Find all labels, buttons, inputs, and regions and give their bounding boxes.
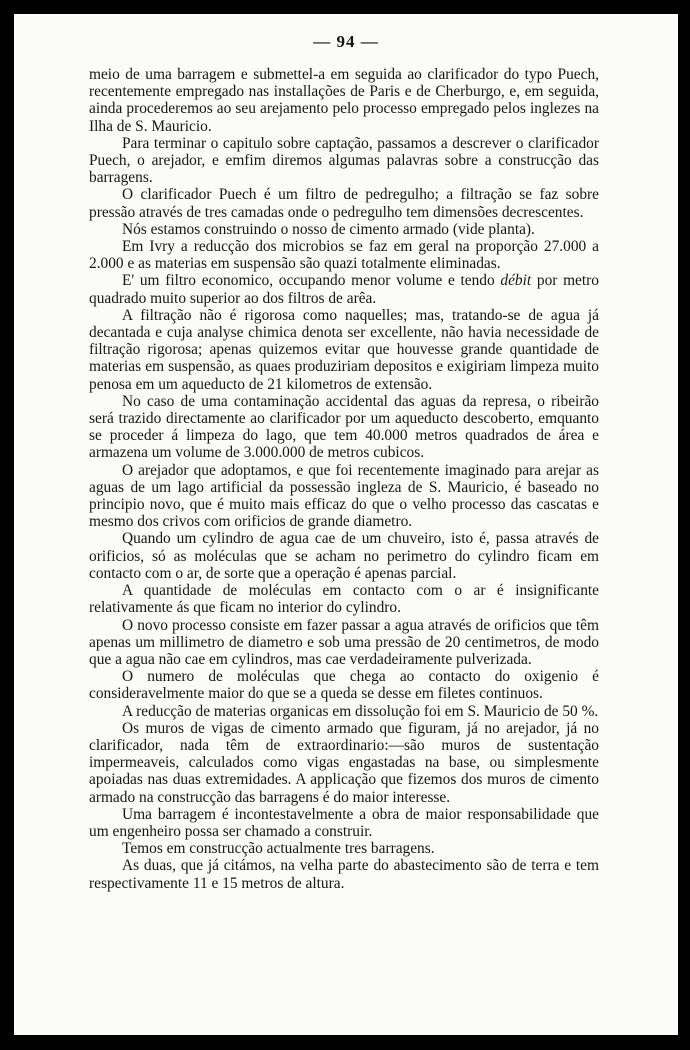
italic-term-debit: débit	[500, 272, 532, 290]
paragraph: Os muros de vigas de cimento armado que figuram, já no arejador, já no clarificador, nada têm de extraordinario:—são muros de sustentação impermeaveis, calculados como vigas engastadas na base, ou simplesmente apoiadas nas duas extremidades. A applicação que fizemos dos muros de cimento armado na construcção das barragens é do maior interesse.	[89, 719, 599, 806]
paragraph: meio de uma barragem e submettel-a em seguida ao clarificador do typo Puech, recentemente empregado nas installações de Paris e de Cherburgo, e, em seguida, ainda procederemos ao seu arejamento pelo processo empregado pelos inglezes na Ilha de S. Mauricio.	[89, 66, 599, 135]
paragraph: Em Ivry a reducção dos microbios se faz em geral na proporção 27.000 a 2.000 e as materias em suspensão são quazi totalmente eliminadas.	[89, 238, 599, 273]
page-number: — 94 —	[313, 32, 379, 51]
paragraph: Quando um cylindro de agua cae de um chuveiro, isto é, passa através de orificios, só as moléculas que se acham no perimetro do cylindro ficam em contacto com o ar, de sorte que a operação é apenas parcial.	[89, 530, 599, 582]
body-text	[89, 66, 599, 892]
paragraph: Nós estamos construindo o nosso de cimento armado (vide planta).	[122, 220, 535, 238]
paragraph: As duas, que já citámos, na velha parte do abastecimento são de terra e tem respectivamente 11 e 15 metros de altura.	[89, 857, 599, 892]
paragraph: O numero de moléculas que chega ao contacto do oxigenio é consideravelmente maior do que se a queda se desse em filetes continuos.	[89, 668, 599, 703]
paragraph: O arejador que adoptamos, e que foi recentemente imaginado para arejar as aguas de um lago artificial da possessão ingleza de S. Mauricio, é baseado no principio novo, que é muito mais efficaz do que o velho processo das cascatas e mesmo dos crivos com orificios de grande diametro.	[89, 461, 599, 531]
paragraph: A quantidade de moléculas em contacto com o ar é insignificante relativamente ás que ficam no interior do cylindro.	[89, 582, 599, 617]
paragraph: A filtração não é rigorosa como naquelles; mas, tratando-se de agua já decantada e cuja analyse chimica denota ser excellente, não havia necessidade de filtração rigorosa; apenas quizemos evitar que houvesse grande quantidade de materias em suspensão, as quaes produziriam depositos e exigiriam limpeza muito penosa em um aqueducto de 21 kilometros de extensão.	[89, 306, 599, 393]
paragraph: No caso de uma contaminação accidental das aguas da represa, o ribeirão será trazido directamente ao clarificador por um aqueducto descoberto, emquanto se proceder á limpeza do lago, que tem 40.000 metros quadrados de área e armazena um volume de 3.000.000 de metros cubicos.	[89, 392, 599, 462]
paragraph: Para terminar o capitulo sobre captação, passamos a descrever o clarificador Puech, o arejador, e emfim diremos algumas palavras sobre a construcção das barragens.	[89, 134, 599, 187]
paragraph: O novo processo consiste em fazer passar a agua através de orificios que têm apenas um millimetro de diametro e sob uma pressão de 20 centimetros, de modo que a agua não cae em cylindros, mas cae verdadeiramente pulverizada.	[89, 616, 599, 668]
paragraph-with-italic	[89, 272, 599, 306]
paragraph: A reducção de materias organicas em dissolução foi em S. Mauricio de 50 %.	[122, 702, 599, 720]
paragraph-text: E' um filtro economico, occupando menor volume e tendo	[122, 272, 501, 290]
paragraph: O clarificador Puech é um filtro de pedregulho; a filtração se faz sobre pressão através de tres camadas onde o pedregulho tem dimensões decrescentes.	[89, 186, 599, 221]
paragraph-text: por metro quadrado muito superior ao dos filtros de arêa.	[89, 272, 599, 307]
paragraph: Uma barragem é incontestavelmente a obra de maior responsabilidade que um engenheiro possa ser chamado a construir.	[89, 805, 599, 840]
document-page	[14, 14, 678, 1035]
paragraph: Temos em construcção actualmente tres barragens.	[122, 840, 435, 858]
